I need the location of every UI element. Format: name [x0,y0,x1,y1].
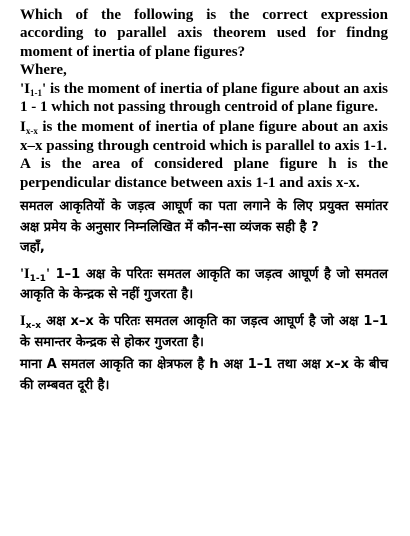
definition-i11-en [20,80,388,117]
definition-area-hi: माना A समतल आकृति का क्षेत्रफल है h अक्ष 1–1 तथा अक्ष x–x के बीच की लम्बवत दूरी है। [20,357,388,393]
symbol-ixx-sub: x-x [25,126,38,137]
question-en: Which of the following is the correct expression according to parallel axis theorem used for findng moment of inertia of plane figures? [20,7,388,60]
symbol-i11-close-hi: ' [45,265,50,282]
definition-ixx-en [20,118,388,155]
symbol-i11-sub-hi: 1-1 [29,273,46,284]
definition-i11-text-hi: 1–1 अक्ष के परितः समतल आकृति का जड़त्व आघूर्ण है जो समतल आकृति के केन्द्रक से नहीं गुजरता है। [20,266,388,303]
symbol-ixx-main-hi: I [20,313,26,330]
definition-ixx-hi [20,311,388,353]
symbol-ixx-sub-hi: x-x [25,321,42,332]
where-label-en: Where, [20,62,67,79]
definition-area-en: A is the area of considered plane figure h is the perpendicular distance between axis 1-1 and axis x-x. [20,156,388,191]
symbol-i11-open: 'I [20,80,31,97]
symbol-ixx-main: I [20,119,26,136]
definition-i11-hi [20,264,388,306]
symbol-i11-open-hi: 'I [20,265,30,282]
where-label-hi: जहाँ, [20,240,45,256]
definition-i11-text: is the moment of inertia of plane figure about an axis 1 - 1 which not passing through centroid of plane figure. [20,80,388,116]
definition-ixx-text-hi: अक्ष x–x के परितः समतल आकृति का जड़त्व आघूर्ण है जो अक्ष 1–1 के समान्तर केन्द्रक से होकर गुजरता है। [20,314,388,350]
question-hi: समतल आकृतियों के जड़त्व आघूर्ण का पता लगाने के लिए प्रयुक्त समांतर अक्ष प्रमेय के अनुसार निम्नलिखित में कौन-सा व्यंजक सही है ? [20,199,388,235]
definition-ixx-text: is the moment of inertia of plane figure about an axis x–x passing through centroid which is parallel to axis 1-1. [20,119,388,154]
symbol-i11-sub: 1-1 [30,87,43,98]
symbol-i11-close: ' [42,80,47,97]
